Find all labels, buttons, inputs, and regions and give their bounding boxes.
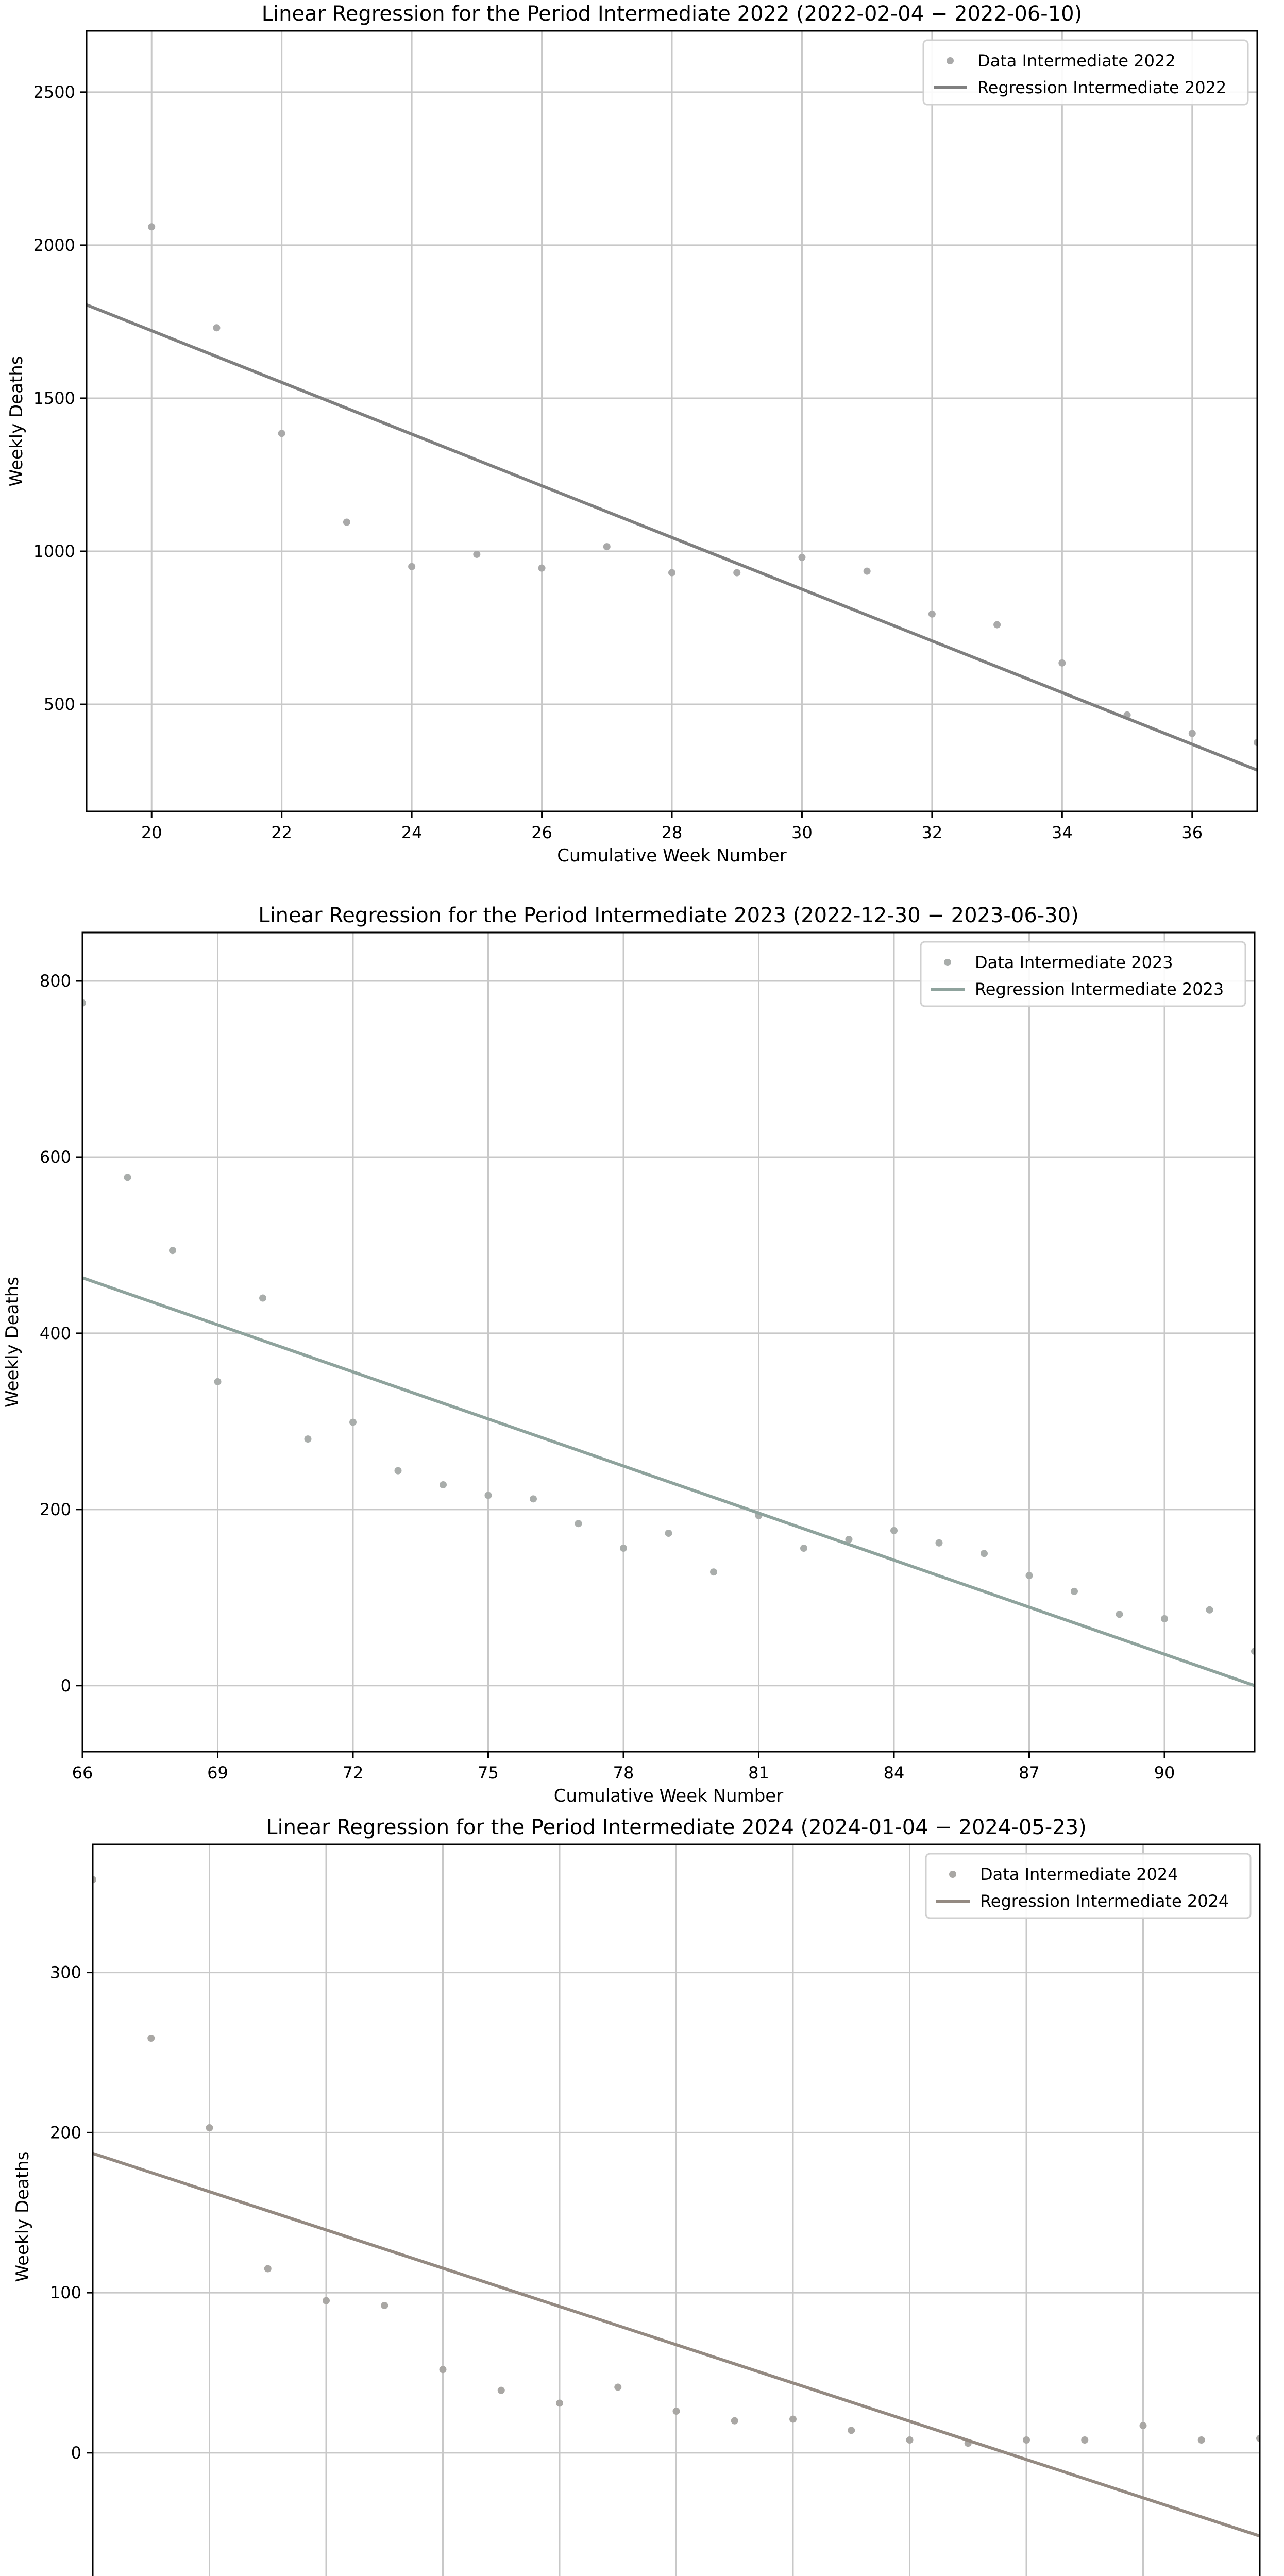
y-tick-label: 1000	[33, 541, 75, 561]
x-tick-label: 30	[791, 823, 813, 842]
data-point	[864, 568, 871, 575]
data-point	[259, 1295, 266, 1302]
data-point	[981, 1550, 988, 1557]
data-point	[440, 2366, 447, 2373]
data-point	[1023, 2436, 1030, 2444]
data-point	[789, 2416, 797, 2423]
data-point	[169, 1247, 176, 1254]
chart-2024	[0, 1803, 1284, 2576]
data-point	[556, 2400, 563, 2407]
x-tick-label: 36	[1181, 823, 1203, 842]
data-point	[890, 1527, 898, 1534]
x-axis-label: Cumulative Week Number	[553, 1786, 784, 1803]
x-axis-label: Cumulative Week Number	[557, 845, 787, 866]
data-point	[343, 519, 350, 526]
data-point	[1116, 1611, 1123, 1618]
chart-2022	[0, 0, 1284, 873]
x-tick-label: 28	[661, 823, 683, 842]
data-point	[846, 1536, 853, 1543]
y-tick-label: 2000	[33, 235, 75, 255]
data-point	[1071, 1588, 1078, 1595]
plot-area	[79, 999, 1258, 1686]
y-tick-label: 500	[43, 694, 75, 715]
data-point	[731, 2417, 738, 2425]
data-point	[665, 1530, 672, 1537]
data-point	[1026, 1572, 1033, 1579]
legend-label: Data Intermediate 2023	[975, 953, 1173, 972]
data-point	[530, 1495, 537, 1502]
chart-title: Linear Regression for the Period Intermediate 2022 (2022-02-04 − 2022-06-10)	[261, 2, 1083, 26]
data-point	[800, 1545, 807, 1552]
y-tick-label: 0	[71, 2443, 81, 2463]
data-point	[1198, 2436, 1205, 2444]
legend-point-swatch	[944, 959, 951, 966]
data-point	[485, 1492, 492, 1499]
data-point	[381, 2302, 388, 2309]
legend-label: Data Intermediate 2024	[980, 1865, 1178, 1884]
y-tick-label: 200	[39, 1499, 71, 1519]
y-tick-label: 200	[49, 2123, 81, 2143]
chart-panel-2023	[0, 896, 1284, 1803]
data-point	[264, 2265, 272, 2272]
x-tick-label: 66	[72, 1763, 93, 1783]
x-tick-label: 32	[921, 823, 943, 842]
data-point	[349, 1419, 357, 1426]
data-point	[936, 1539, 943, 1547]
y-tick-label: 400	[39, 1323, 71, 1343]
data-point	[848, 2427, 855, 2434]
x-tick-label: 84	[883, 1763, 905, 1783]
data-point	[673, 2408, 680, 2415]
data-point	[1140, 2422, 1147, 2429]
data-point	[213, 324, 220, 331]
chart-panel-2024	[0, 1803, 1284, 2576]
data-point	[214, 1378, 222, 1385]
legend-point-swatch	[949, 1871, 956, 1878]
x-tick-label: 81	[748, 1763, 769, 1783]
x-tick-label: 20	[141, 823, 162, 842]
data-point	[1081, 2436, 1088, 2444]
data-point	[440, 1481, 447, 1488]
y-tick-label: 300	[49, 1962, 81, 1982]
data-point	[906, 2436, 914, 2444]
legend-label: Regression Intermediate 2022	[977, 78, 1227, 97]
data-point	[124, 1174, 131, 1181]
x-tick-label: 22	[271, 823, 293, 842]
data-point	[620, 1545, 627, 1552]
data-point	[473, 551, 480, 558]
data-point	[668, 569, 675, 577]
data-point	[148, 223, 155, 230]
data-point	[323, 2297, 330, 2304]
legend-label: Data Intermediate 2022	[977, 51, 1176, 71]
data-point	[733, 569, 740, 577]
data-point	[147, 2035, 155, 2042]
y-axis-label: Weekly Deaths	[12, 2151, 33, 2282]
x-tick-label: 69	[207, 1763, 228, 1783]
data-point	[538, 565, 546, 572]
plot-area	[87, 223, 1261, 770]
data-point	[1058, 659, 1066, 667]
y-tick-label: 600	[39, 1147, 71, 1167]
y-tick-label: 1500	[33, 388, 75, 408]
data-point	[710, 1568, 717, 1575]
y-axis-label: Weekly Deaths	[6, 355, 27, 487]
data-point	[395, 1467, 402, 1475]
x-tick-label: 72	[342, 1763, 364, 1783]
x-tick-label: 78	[613, 1763, 634, 1783]
y-axis-label: Weekly Deaths	[2, 1276, 23, 1408]
data-point	[498, 2387, 505, 2394]
chart-panel-2022	[0, 0, 1284, 873]
data-point	[278, 430, 285, 437]
chart-title: Linear Regression for the Period Intermediate 2024 (2024-01-04 − 2024-05-23)	[266, 1816, 1087, 1839]
y-tick-label: 800	[39, 971, 71, 991]
y-tick-label: 100	[49, 2283, 81, 2303]
data-point	[614, 2383, 621, 2391]
x-tick-label: 75	[478, 1763, 499, 1783]
y-tick-label: 2500	[33, 82, 75, 102]
legend-point-swatch	[947, 57, 954, 64]
data-point	[1206, 1606, 1213, 1614]
plot-frame	[82, 933, 1255, 1752]
x-tick-label: 26	[531, 823, 552, 842]
chart-2023	[0, 896, 1284, 1803]
regression-line	[82, 1278, 1255, 1686]
data-point	[603, 543, 611, 550]
data-point	[408, 563, 415, 570]
x-tick-label: 87	[1019, 1763, 1040, 1783]
data-point	[305, 1435, 312, 1443]
y-tick-label: 0	[60, 1675, 71, 1696]
x-tick-label: 24	[401, 823, 423, 842]
x-tick-label: 90	[1154, 1763, 1175, 1783]
data-point	[575, 1520, 582, 1527]
legend-label: Regression Intermediate 2024	[980, 1891, 1229, 1911]
data-point	[1189, 730, 1196, 737]
x-tick-label: 34	[1051, 823, 1073, 842]
data-point	[1161, 1615, 1168, 1622]
data-point	[928, 611, 936, 618]
data-point	[993, 621, 1001, 629]
legend-label: Regression Intermediate 2023	[975, 979, 1224, 999]
data-point	[206, 2124, 213, 2131]
chart-title: Linear Regression for the Period Intermediate 2023 (2022-12-30 − 2023-06-30)	[258, 904, 1079, 927]
data-point	[798, 554, 805, 561]
